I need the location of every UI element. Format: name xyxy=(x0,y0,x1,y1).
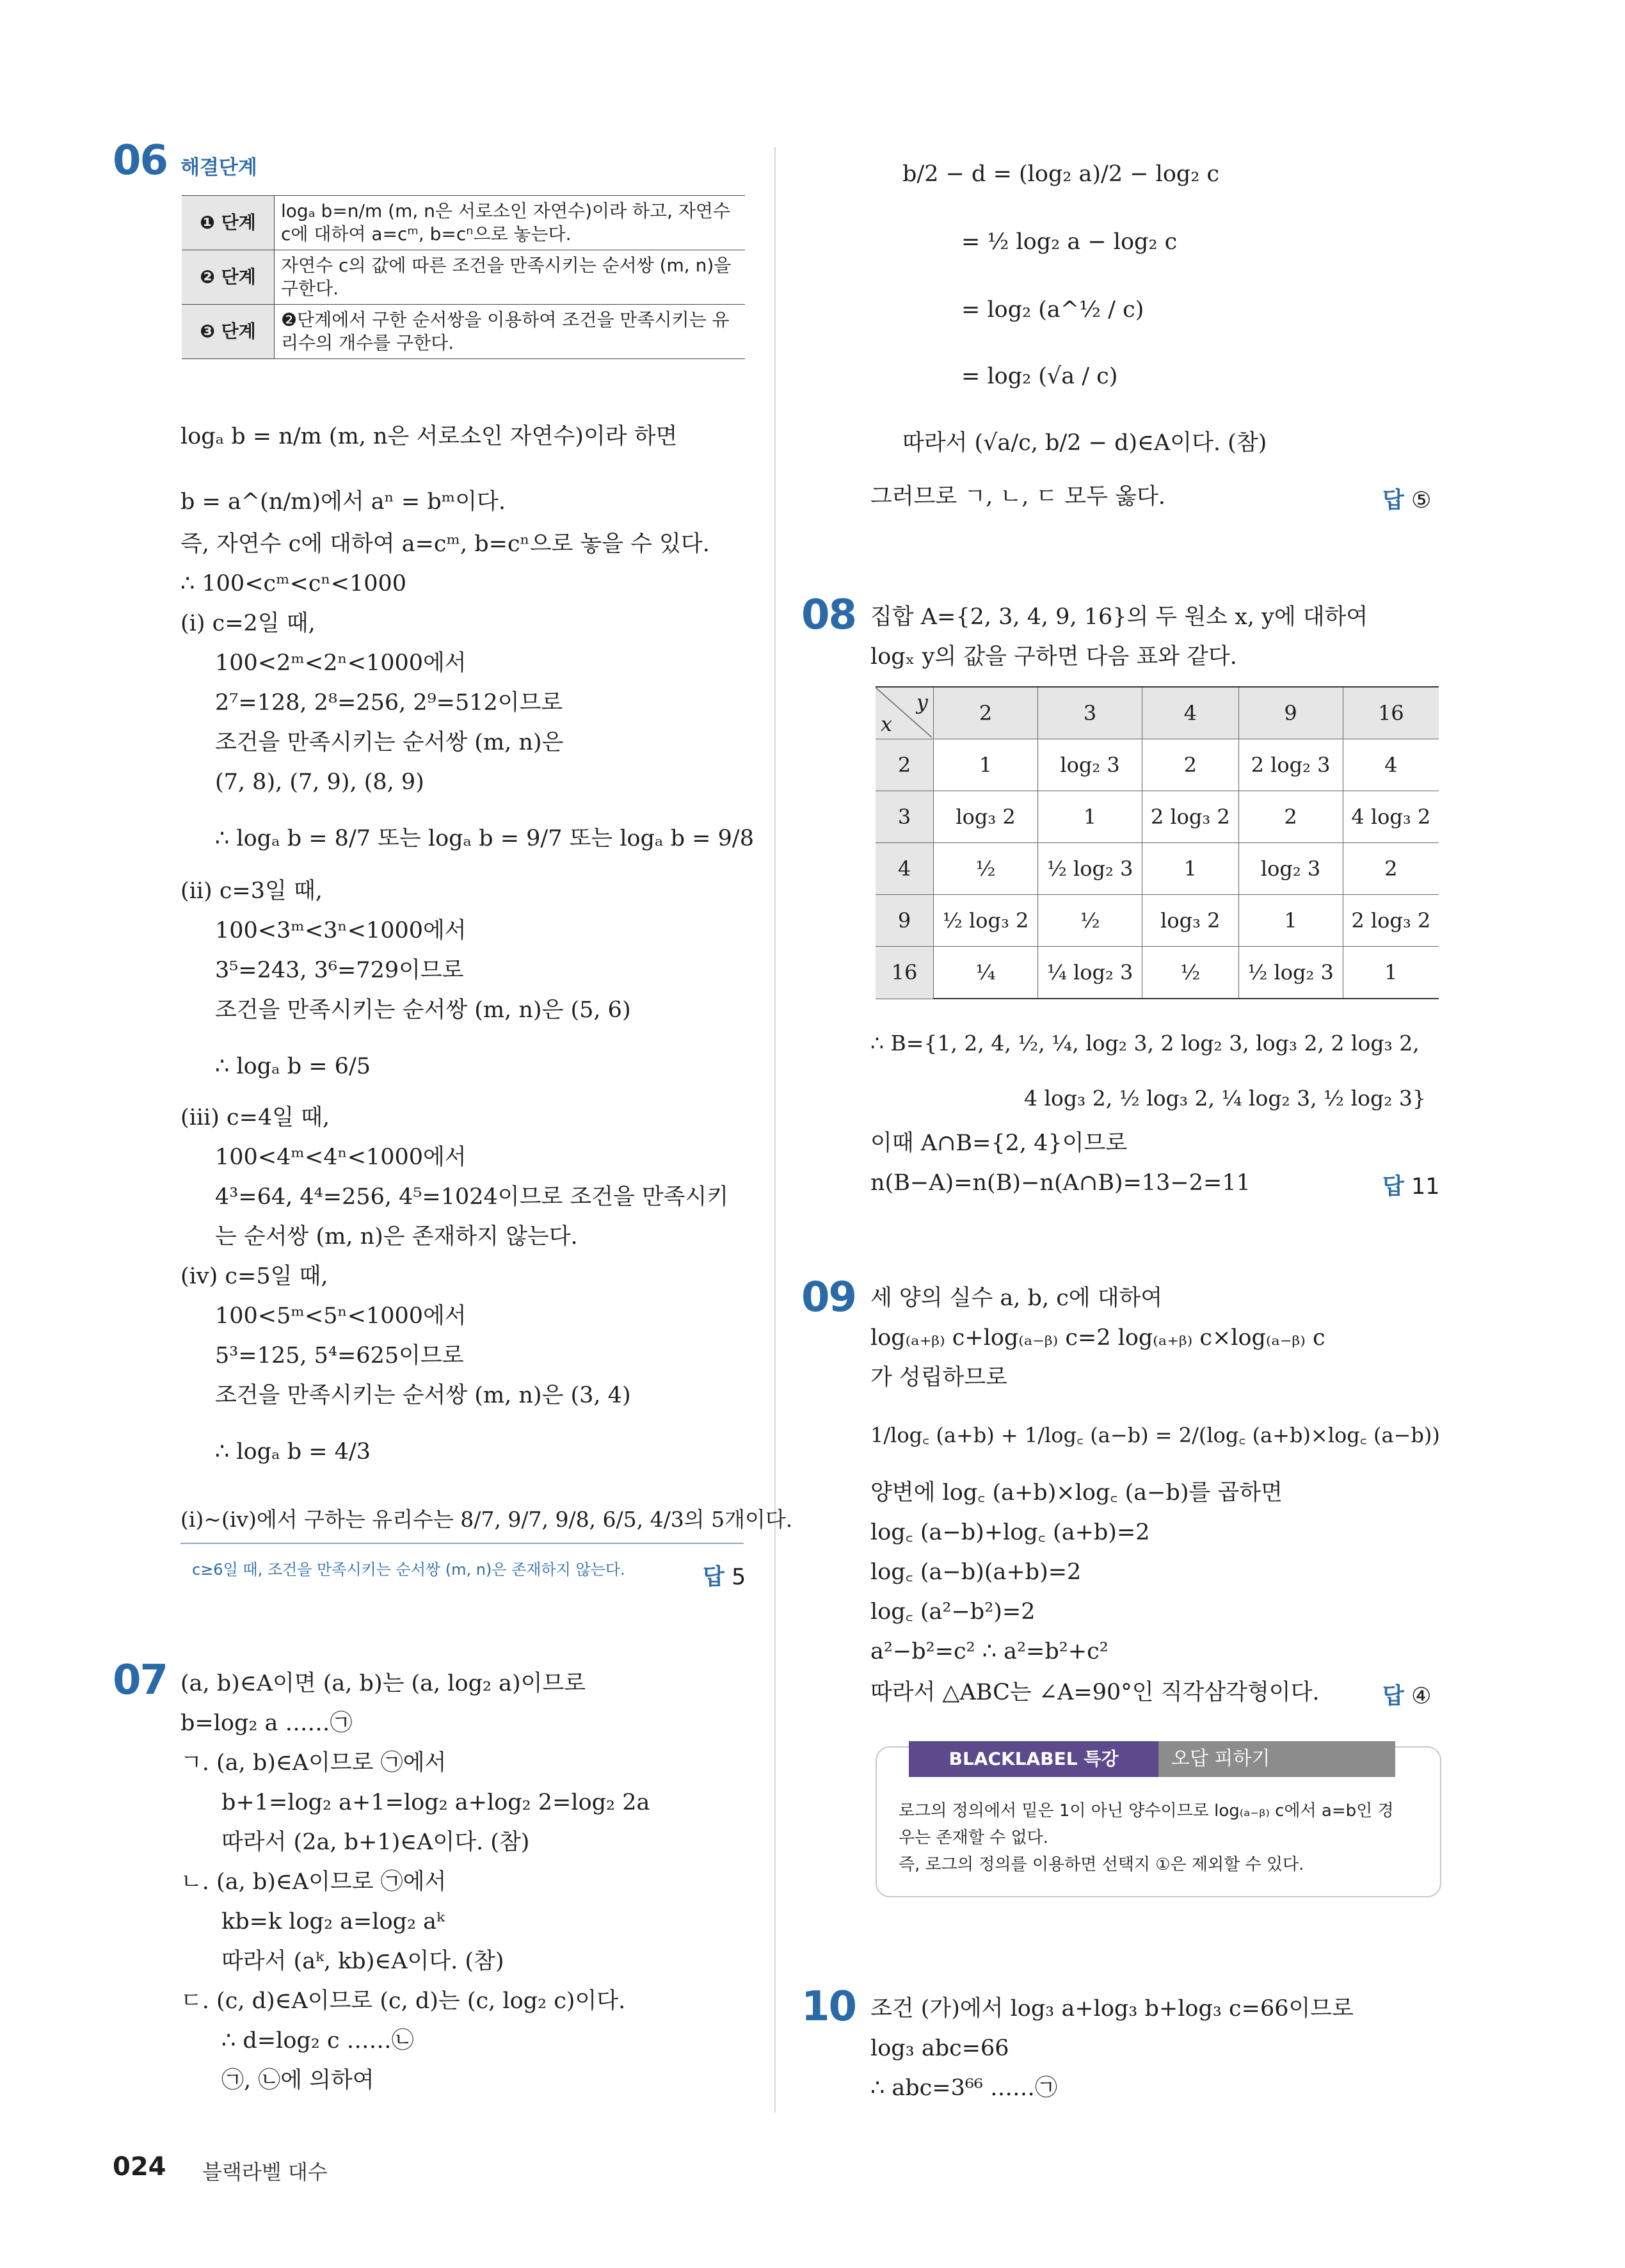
math-line: (ⅳ) c=5일 때, xyxy=(180,1264,328,1289)
step-label: ❸ 단계 xyxy=(182,305,275,359)
table-cell: 2 log₂ 3 xyxy=(1238,739,1343,791)
math-line: 조건을 만족시키는 순서쌍 (m, n)은 (5, 6) xyxy=(215,997,631,1023)
math-line: (ⅰ) c=2일 때, xyxy=(180,611,316,636)
column-header: 16 xyxy=(1343,687,1439,739)
math-line: = log₂ (√a / c) xyxy=(961,364,1118,389)
math-line: (ⅲ) c=4일 때, xyxy=(180,1105,330,1130)
table-cell: 1 xyxy=(1238,895,1343,947)
math-line: a²−b²=c² ∴ a²=b²+c² xyxy=(870,1639,1109,1664)
table-corner: y x xyxy=(876,687,934,739)
table-cell: ½ xyxy=(934,843,1038,895)
table-row xyxy=(876,895,1439,947)
math-line: 100<4ᵐ<4ⁿ<1000에서 xyxy=(215,1145,467,1170)
math-line: 5³=125, 5⁴=625이므로 xyxy=(215,1343,464,1369)
math-line: log₃ abc=66 xyxy=(870,2036,1009,2061)
math-line: (ⅱ) c=3일 때, xyxy=(180,878,323,904)
math-line: ∴ B={1, 2, 4, ½, ¼, log₂ 3, 2 log₂ 3, log₃ 2, 2 log₃ 2, xyxy=(870,1031,1420,1056)
table-cell: 2 log₃ 2 xyxy=(1343,895,1439,947)
table-cell: ½ log₃ 2 xyxy=(934,895,1038,947)
table-cell: 1 xyxy=(1142,843,1238,895)
math-line: 세 양의 실수 a, b, c에 대하여 xyxy=(870,1285,1163,1311)
math-line: b=log₂ a ……㉠ xyxy=(180,1710,353,1736)
math-line: ∴ 100<cᵐ<cⁿ<1000 xyxy=(180,571,407,597)
math-line: 양변에 log꜀ (a+b)×log꜀ (a−b)를 곱하면 xyxy=(870,1480,1283,1506)
step-row xyxy=(182,250,745,305)
step-text: logₐ b=n/m (m, n은 서로소인 자연수)이라 하고, 자연수 c에 대하여 a=cᵐ, b=cⁿ으로 놓는다. xyxy=(275,196,746,250)
step-row xyxy=(182,305,745,359)
math-line: log꜀ (a−b)(a+b)=2 xyxy=(870,1559,1082,1585)
math-line: 조건 (가)에서 log₃ a+log₃ b+log₃ c=66이므로 xyxy=(870,1996,1354,2022)
math-line: ㉠, ㉡에 의하여 xyxy=(221,2068,374,2093)
math-line: ∴ logₐ b = 4/3 xyxy=(215,1439,371,1465)
column-header: 4 xyxy=(1142,687,1238,739)
math-line: 100<5ᵐ<5ⁿ<1000에서 xyxy=(215,1303,467,1329)
column-header: 9 xyxy=(1238,687,1343,739)
step-row xyxy=(182,196,745,250)
math-line: 따라서 (√a/c, b/2 − d)∈A이다. (참) xyxy=(902,430,1267,456)
table-cell: log₂ 3 xyxy=(1238,843,1343,895)
problem-number-06: 06 xyxy=(113,137,168,184)
math-line: b = a^(n/m)에서 aⁿ = bᵐ이다. xyxy=(180,489,506,515)
rule xyxy=(180,1543,744,1544)
problem-number-09: 09 xyxy=(801,1274,856,1321)
table-cell: log₃ 2 xyxy=(934,791,1038,843)
math-line: 100<2ᵐ<2ⁿ<1000에서 xyxy=(215,650,467,676)
table-cell: 2 xyxy=(1343,843,1439,895)
math-line: (a, b)∈A이면 (a, b)는 (a, log₂ a)이므로 xyxy=(180,1671,586,1696)
table-cell: log₂ 3 xyxy=(1038,739,1142,791)
step-label: ❶ 단계 xyxy=(182,196,275,250)
math-line: 그러므로 ㄱ, ㄴ, ㄷ 모두 옳다. xyxy=(870,484,1165,510)
math-line: b+1=log₂ a+1=log₂ a+log₂ 2=log₂ 2a xyxy=(221,1790,650,1815)
math-line: 즉, 자연수 c에 대하여 a=cᵐ, b=cⁿ으로 놓을 수 있다. xyxy=(180,531,710,557)
math-line: 따라서 (2a, b+1)∈A이다. (참) xyxy=(221,1830,530,1855)
table-cell: 2 xyxy=(1238,791,1343,843)
box-text: 즉, 로그의 정의를 이용하면 선택지 ①은 제외할 수 있다. xyxy=(899,1855,1304,1874)
table-cell: 2 log₃ 2 xyxy=(1142,791,1238,843)
table-cell: ¼ log₂ 3 xyxy=(1038,947,1142,999)
step-text: 자연수 c의 값에 따른 조건을 만족시키는 순서쌍 (m, n)을 구한다. xyxy=(275,250,746,305)
math-line: ∴ logₐ b = 8/7 또는 logₐ b = 9/7 또는 logₐ b = 9/8 xyxy=(215,826,754,851)
table-cell: 1 xyxy=(1343,947,1439,999)
math-line: ㄷ. (c, d)∈A이므로 (c, d)는 (c, log₂ c)이다. xyxy=(180,1988,626,2014)
math-line: ㄱ. (a, b)∈A이므로 ㉠에서 xyxy=(180,1750,447,1776)
math-line: 4³=64, 4⁴=256, 4⁵=1024이므로 조건을 만족시키 xyxy=(215,1184,729,1210)
row-header: 4 xyxy=(876,843,934,895)
book-title: 블랙라벨 대수 xyxy=(202,2160,328,2184)
page-number: 024 xyxy=(113,2152,166,2182)
row-header: 2 xyxy=(876,739,934,791)
math-line: log₍ₐ₊ᵦ₎ c+log₍ₐ₋ᵦ₎ c=2 log₍ₐ₊ᵦ₎ c×log₍ₐ₋ᵦ₎ c xyxy=(870,1325,1325,1351)
math-line: 100<3ᵐ<3ⁿ<1000에서 xyxy=(215,918,467,944)
blacklabel-title: 오답 피하기 xyxy=(1158,1741,1395,1777)
math-line: 따라서 (aᵏ, kb)∈A이다. (참) xyxy=(221,1949,504,1974)
math-line: ∴ logₐ b = 6/5 xyxy=(215,1054,371,1079)
math-line: 따라서 △ABC는 ∠A=90°인 직각삼각형이다. xyxy=(870,1680,1320,1705)
math-line: 1/log꜀ (a+b) + 1/log꜀ (a−b) = 2/(log꜀ (a+b)×log꜀ (a−b)) xyxy=(870,1423,1440,1447)
math-line: b/2 − d = (log₂ a)/2 − log₂ c xyxy=(902,161,1220,187)
log-value-table xyxy=(876,686,1439,999)
math-line: 3⁵=243, 3⁶=729이므로 xyxy=(215,958,464,983)
section-title: 해결단계 xyxy=(180,156,257,179)
table-row xyxy=(876,739,1439,791)
column-header: 2 xyxy=(934,687,1038,739)
answer: 답 5 xyxy=(703,1564,746,1590)
table-cell: 4 xyxy=(1343,739,1439,791)
math-line: 가 성립하므로 xyxy=(870,1365,1007,1390)
math-line: logₐ b = n/m (m, n은 서로소인 자연수)이라 하면 xyxy=(180,424,678,449)
table-cell: ½ xyxy=(1142,947,1238,999)
answer: 답 ⑤ xyxy=(1382,488,1432,513)
table-cell: 4 log₃ 2 xyxy=(1343,791,1439,843)
math-line: log꜀ (a²−b²)=2 xyxy=(870,1599,1036,1625)
math-line: = log₂ (a^½ / c) xyxy=(961,297,1144,323)
math-line: 이때 A∩B={2, 4}이므로 xyxy=(870,1130,1128,1156)
math-line: = ½ log₂ a − log₂ c xyxy=(961,229,1178,255)
box-text: 로그의 정의에서 밑은 1이 아닌 양수이므로 log₍ₐ₋ᵦ₎ c에서 a=b인 경 xyxy=(899,1801,1394,1821)
row-header: 9 xyxy=(876,895,934,947)
solution-steps-table xyxy=(182,195,745,359)
math-line: log꜀ (a−b)+log꜀ (a+b)=2 xyxy=(870,1520,1150,1545)
step-text: ❷단계에서 구한 순서쌍을 이용하여 조건을 만족시키는 유 리수의 개수를 구한다. xyxy=(275,305,746,359)
table-cell: 1 xyxy=(934,739,1038,791)
answer: 답 ④ xyxy=(1382,1684,1432,1709)
table-header-row xyxy=(876,687,1439,739)
step-label: ❷ 단계 xyxy=(182,250,275,305)
math-line: 조건을 만족시키는 순서쌍 (m, n)은 (3, 4) xyxy=(215,1383,631,1408)
math-line: ㄴ. (a, b)∈A이므로 ㉠에서 xyxy=(180,1869,447,1895)
column-header: 3 xyxy=(1038,687,1142,739)
math-line: (ⅰ)~(ⅳ)에서 구하는 유리수는 8/7, 9/7, 9/8, 6/5, 4/3의 5개이다. xyxy=(180,1507,793,1532)
table-row xyxy=(876,947,1439,999)
math-line: logₓ y의 값을 구하면 다음 표와 같다. xyxy=(870,644,1237,670)
row-header: 3 xyxy=(876,791,934,843)
math-line: ∴ d=log₂ c ……㉡ xyxy=(221,2028,414,2054)
row-header: 16 xyxy=(876,947,934,999)
table-cell: ½ log₂ 3 xyxy=(1038,843,1142,895)
answer: 답 11 xyxy=(1382,1174,1440,1200)
problem-number-08: 08 xyxy=(801,591,856,639)
table-cell: ½ log₂ 3 xyxy=(1238,947,1343,999)
table-cell: 2 xyxy=(1142,739,1238,791)
blacklabel-tag: BLACKLABEL 특강 xyxy=(909,1741,1158,1777)
problem-number-10: 10 xyxy=(801,1983,856,2031)
math-line: kb=k log₂ a=log₂ aᵏ xyxy=(221,1909,445,1934)
table-row xyxy=(876,843,1439,895)
box-text: 우는 존재할 수 없다. xyxy=(899,1828,1048,1847)
math-line: (7, 8), (7, 9), (8, 9) xyxy=(215,769,424,795)
table-cell: ¼ xyxy=(934,947,1038,999)
table-row xyxy=(876,791,1439,843)
table-cell: 1 xyxy=(1038,791,1142,843)
math-line: 는 순서쌍 (m, n)은 존재하지 않는다. xyxy=(215,1224,578,1250)
math-line: 집합 A={2, 3, 4, 9, 16}의 두 원소 x, y에 대하여 xyxy=(870,604,1368,630)
problem-number-07: 07 xyxy=(113,1657,168,1704)
math-line: 조건을 만족시키는 순서쌍 (m, n)은 xyxy=(215,730,564,755)
table-cell: log₃ 2 xyxy=(1142,895,1238,947)
math-line: n(B−A)=n(B)−n(A∩B)=13−2=11 xyxy=(870,1170,1251,1196)
math-line: 4 log₃ 2, ½ log₃ 2, ¼ log₂ 3, ½ log₂ 3} xyxy=(1024,1086,1426,1111)
table-cell: ½ xyxy=(1038,895,1142,947)
side-note: c≥6일 때, 조건을 만족시키는 순서쌍 (m, n)은 존재하지 않는다. xyxy=(192,1561,625,1579)
column-divider xyxy=(774,147,776,2112)
math-line: 2⁷=128, 2⁸=256, 2⁹=512이므로 xyxy=(215,690,563,716)
math-line: ∴ abc=3⁶⁶ ……㉠ xyxy=(870,2075,1058,2101)
